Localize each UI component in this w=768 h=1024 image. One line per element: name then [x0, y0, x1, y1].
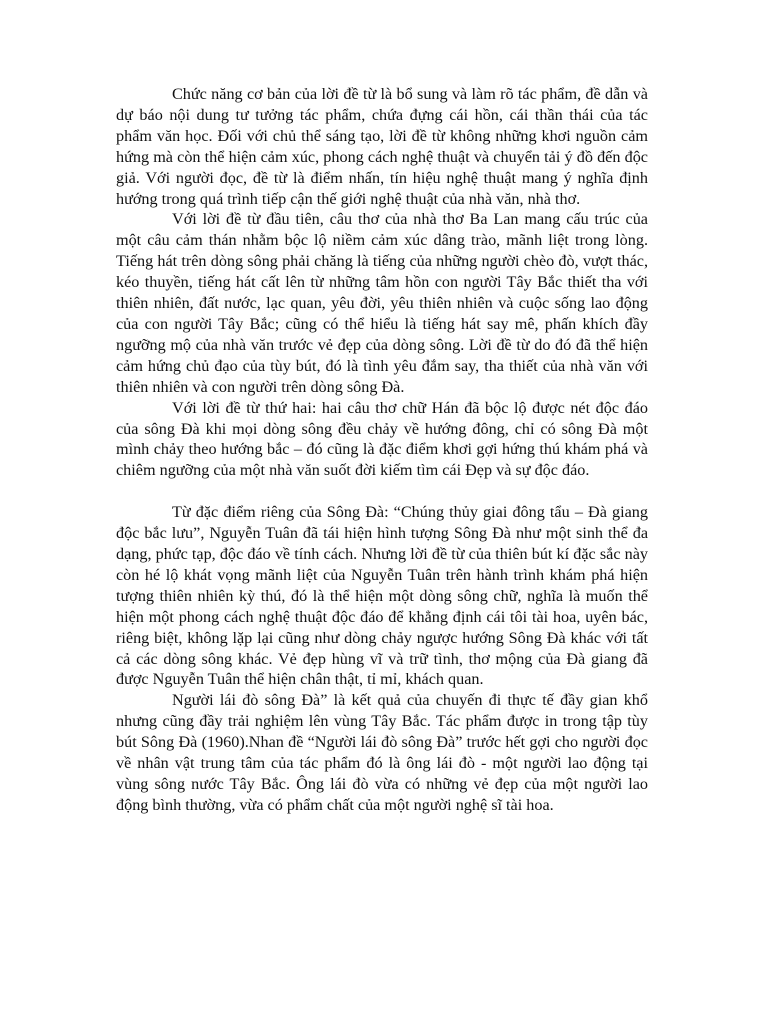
paragraph-epigraph-function: Chức năng cơ bản của lời đề từ là bổ sung và làm rõ tác phẩm, đề dẫn và dự báo nội dung tư tưởng tác phẩm, chứa đựng cái hồn, cái thần thái của tác phẩm văn học. Đối với chủ thể sáng tạo, lời đề từ không những khơi nguồn cảm hứng mà còn thể hiện cảm xúc, phong cách nghệ thuật và chuyển tải ý đồ đến độc giả. Với người đọc, đề từ là điểm nhấn, tín hiệu nghệ thuật mang ý nghĩa định hướng trong quá trình tiếp cận thế giới nghệ thuật của nhà văn, nhà thơ.	[116, 85, 648, 208]
document-body	[116, 84, 648, 816]
paragraph-second-epigraph: Với lời đề từ thứ hai: hai câu thơ chữ Hán đã bộc lộ được nét độc đáo của sông Đà khi mọi dòng sông đều chảy về hướng đông, chỉ có sông Đà một mình chảy theo hướng bắc – đó cũng là đặc điểm khơi gợi hứng thú khám phá và chiêm ngưỡng của một nhà văn suốt đời kiếm tìm cái Đẹp và sự độc đáo.	[116, 398, 648, 480]
paragraph-title-meaning: Người lái đò sông Đà” là kết quả của chuyến đi thực tế đầy gian khổ nhưng cũng đầy trải nghiệm lên vùng Tây Bắc. Tác phẩm được in trong tập tùy bút Sông Đà (1960).Nhan đề “Người lái đò sông Đà” trước hết gợi cho người đọc về nhân vật trung tâm của tác phẩm đó là ông lái đò - một người lao động tại vùng sông nước Tây Bắc. Ông lái đò vừa có những vẻ đẹp của một người lao động bình thường, vừa có phẩm chất của một người nghệ sĩ tài hoa.	[116, 691, 648, 814]
paragraph-first-epigraph: Với lời đề từ đầu tiên, câu thơ của nhà thơ Ba Lan mang cấu trúc của một câu cảm thán nhằm bộc lộ niềm cảm xúc dâng trào, mãnh liệt trong lòng. Tiếng hát trên dòng sông phải chăng là tiếng của những người chèo đò, vượt thác, kéo thuyền, tiếng hát cất lên từ những tâm hồn con người Tây Bắc thiết tha với thiên nhiên, đất nước, lạc quan, yêu đời, yêu thiên nhiên và cuộc sống lao động của con người Tây Bắc; cũng có thể hiểu là tiếng hát say mê, phấn khích đầy ngưỡng mộ của nhà văn trước vẻ đẹp của dòng sông. Lời đề từ do đó đã thể hiện cảm hứng chủ đạo của tùy bút, đó là tình yêu đắm say, tha thiết của nhà văn với thiên nhiên và con người trên dòng sông Đà.	[116, 210, 648, 396]
paragraph-song-da-features: Từ đặc điểm riêng của Sông Đà: “Chúng thủy giai đông tẩu – Đà giang độc bắc lưu”, Nguyễn Tuân đã tái hiện hình tượng Sông Đà như một sinh thể đa dạng, phức tạp, độc đáo về tính cách. Nhưng lời đề từ của thiên bút kí đặc sắc này còn hé lộ khát vọng mãnh liệt của Nguyễn Tuân trên hành trình khám phá hiện tượng thiên nhiên kỳ thú, đó là thể hiện một dòng sông chữ, nghĩa là muốn thể hiện một phong cách nghệ thuật độc đáo để khẳng định cái tôi tài hoa, uyên bác, riêng biệt, không lặp lại cũng như dòng chảy ngược hướng Sông Đà khác với tất cả các dòng sông khác. Vẻ đẹp hùng vĩ và trữ tình, thơ mộng của Đà giang đã được Nguyễn Tuân thể hiện chân thật, tỉ mỉ, khách quan.	[116, 503, 648, 689]
